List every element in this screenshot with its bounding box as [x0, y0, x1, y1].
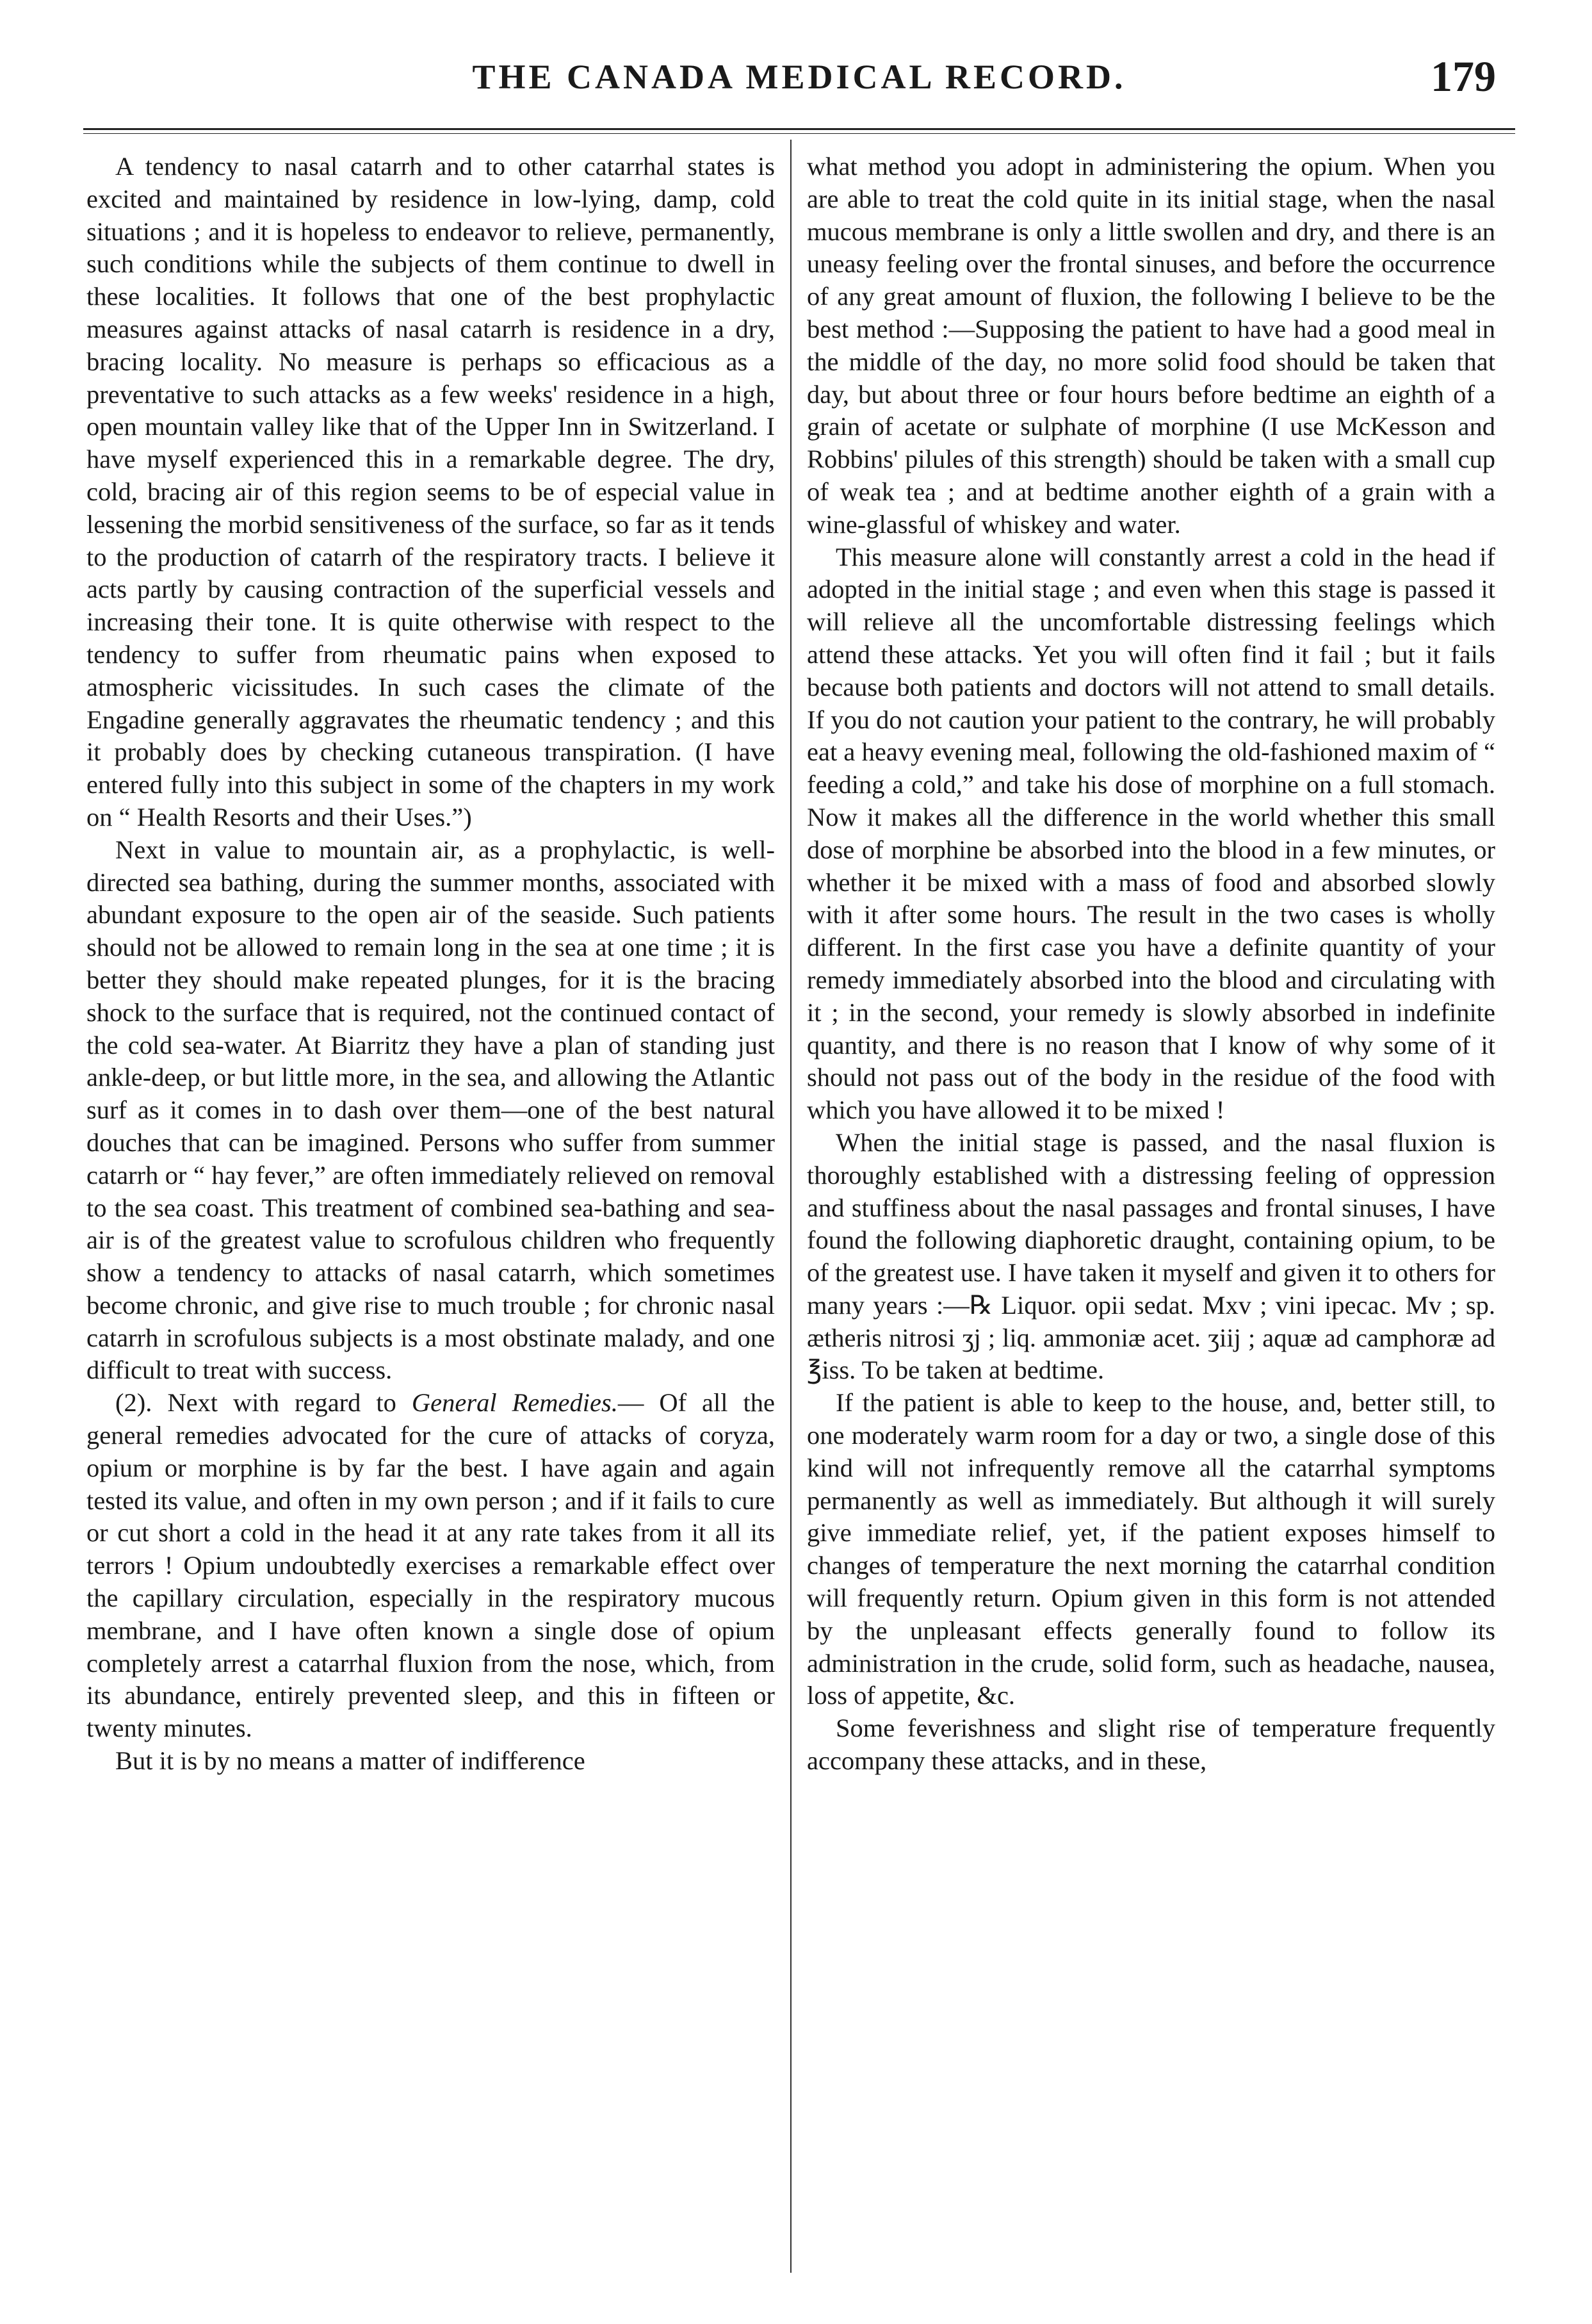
header-rule — [83, 128, 1515, 134]
paragraph-method-continued: what method you adopt in administering the opium. When you are able to treat the cold quite in its initial stage, when the nasal mucous membrane is only a little swollen and dry, and there is an uneasy feeling over the frontal sinuses, and before the occurrence of any great amount of fluxion, the following I believe to be the best method :—Supposing the patient to have had a good meal in the middle of the day, no more solid food should be taken that day, but about three or four hours before bedtime an eighth of a grain of acetate or sulphate of morphine (I use McKesson and Robbins' pilules of this strength) should be taken with a small cup of weak tea ; and at bedtime another eighth of a grain with a wine-glassful of whiskey and water. — [807, 152, 1495, 539]
left-column — [86, 151, 775, 1778]
paragraph-keep-house: If the patient is able to keep to the house, and, better still, to one moderately warm room for a day or two, a single dose of this kind will not infrequently remove all the catarrhal symptoms permanently as well as immediately. But although it will surely give immediate relief, yet, if the patient exposes himself to changes of temperature the next morning the catarrhal condition will frequently return. Opium given in this form is not attended by the unpleasant effects generally found to follow its administration in the crude, solid form, such as headache, nausea, loss of appetite, &c. — [807, 1388, 1495, 1710]
column-divider — [790, 140, 792, 2273]
paragraph-sea-bathing: Next in value to mountain air, as a prophylactic, is well-directed sea bathing, during the summer months, associated with abundant exposure to the open air of the seaside. Such patients should not be allowed to remain long in the sea at one time ; it is better they should make repeated plunges, for it is the bracing shock to the surface that is required, not the continued contact of the cold sea-water. At Biarritz they have a plan of standing just ankle-deep, or but little more, in the sea, and allowing the Atlantic surf as it comes in to dash over them—one of the best natural douches that can be imagined. Persons who suffer from summer catarrh or “ hay fever,” are often immediately relieved on removal to the sea coast. This treatment of combined sea-bathing and sea-air is of the greatest value to scrofulous children who frequently show a tendency to attacks of nasal catarrh, which sometimes become chronic, and give rise to much trouble ; for chronic nasal catarrh in scrofulous subjects is a most obstinate malady, and one difficult to treat with success. — [86, 835, 775, 1385]
remedies-text: — Of all the general remedies advocated for the cure of attacks of coryza, opium or morphine is by far the best. I have again and again tested its value, and often in my own person ; and if it fails to cure or cut short a cold in the head it at any rate takes from it all its terrors ! Opium undoubtedly exercises a remarkable effect over the capillary circulation, especially in the respiratory mucous membrane, and I have often known a single dose of opium completely arrest a catarrhal fluxion from the nose, which, from its abundance, entirely prevented sleep, and this in fifteen or twenty minutes. — [86, 1388, 775, 1743]
paragraph-catarrh-residence: A tendency to nasal catarrh and to other catarrhal states is excited and maintained by residence in low-lying, damp, cold situations ; and it is hopeless to endeavor to relieve, permanently, such conditions while the subjects of them continue to dwell in these localities. It follows that one of the best prophylactic measures against attacks of nasal catarrh is residence in a dry, bracing locality. No measure is perhaps so efficacious as a preventative to such attacks as a few weeks' residence in a high, open mountain valley like that of the Upper Inn in Switzerland. I have myself experienced this in a remarkable degree. The dry, cold, bracing air of this region seems to be of especial value in lessening the morbid sensitiveness of the surface, so far as it tends to the production of catarrh of the respiratory tracts. I believe it acts partly by causing contraction of the superficial vessels and increasing their tone. It is quite otherwise with respect to the tendency to suffer from rheumatic pains when exposed to atmospheric vicissitudes. In such cases the climate of the Engadine generally aggravates the rheumatic tendency ; and this it probably does by checking cutaneous transpiration. (I have entered fully into this subject in some of the chapters in my work on “ Health Resorts and their Uses.”) — [86, 152, 775, 831]
running-head — [83, 45, 1515, 109]
paragraph-feverishness: Some feverishness and slight rise of temperature frequently accompany these attacks, and in these, — [807, 1714, 1495, 1776]
paragraph-general-remedies — [86, 1387, 775, 1745]
paragraph-measure-alone: This measure alone will constantly arrest a cold in the head if adopted in the initial stage ; and even when this stage is passed it will relieve all the uncomfortable distressing feelings which attend these attacks. Yet you will often find it fail ; but it fails because both patients and doctors will not attend to small details. If you do not caution your patient to the contrary, he will probably eat a heavy evening meal, following the old-fashioned maxim of “ feeding a cold,” and take his dose of morphine on a full stomach. Now it makes all the difference in the world whether this small dose of morphine be absorbed into the blood in a few minutes, or whether it be mixed with a mass of food and absorbed slowly with it after some hours. The result in the two cases is wholly different. In the first case you have a definite quantity of your remedy immediately absorbed into the blood and circulating with it ; in the second, your remedy is slowly absorbed in indefinite quantity, and there is no reason that I know of why some of it should not pass out of the body in the residue of the food with which you have allowed it to be mixed ! — [807, 542, 1495, 1125]
remedies-lead: (2). Next with regard to — [115, 1388, 412, 1418]
right-column — [807, 151, 1495, 1778]
journal-title: THE CANADA MEDICAL RECORD. — [472, 58, 1126, 96]
page-number: 179 — [1431, 52, 1496, 101]
paragraph-diaphoretic-draught: When the initial stage is passed, and the nasal fluxion is thoroughly established with a distressing feeling of oppression and stuffiness about the nasal passages and frontal sinuses, I have found the following diaphoretic draught, containing opium, to be of the greatest use. I have taken it myself and given it to others for many years :—℞ Liquor. opii sedat. Mxv ; vini ipecac. Mv ; sp. ætheris nitrosi ʒj ; liq. ammoniæ acet. ʒiij ; aquæ ad camphoræ ad ℥iss. To be taken at bedtime. — [807, 1127, 1495, 1385]
paragraph-indifference: But it is by no means a matter of indifference — [115, 1746, 585, 1776]
remedies-heading: General Remedies. — [411, 1388, 618, 1418]
